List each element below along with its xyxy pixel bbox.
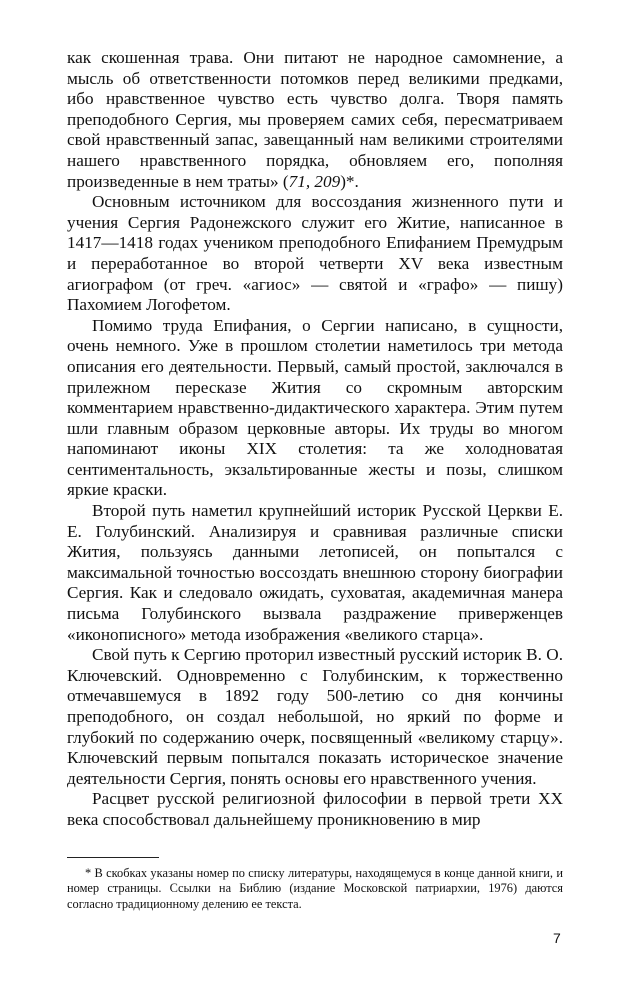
- page: [67, 48, 563, 912]
- paragraph-4: Второй путь наметил крупнейший историк Русской Церкви Е. Е. Голубинский. Анализируя и сравнивая различные списки Жития, пользуясь данными летописей, он попытался с максимальной точностью воссоздать внешнюю сторону биографии Сергия. Как и следовало ожидать, суховатая, академичная манера письма Голубинского вызвала раздражение приверженцев «иконописного» метода изображения «великого старца».: [67, 501, 563, 644]
- footnote-marker: )*.: [340, 171, 359, 191]
- paragraph-5: Свой путь к Сергию проторил известный русский историк В. О. Ключевский. Одновременно с Голубинским, к торжественно отмечавшемуся в 1892 году 500-летию со дня кончины преподобного, он создал небольшой, но яркий по форме и глубокий по содержанию очерк, посвященный «великому старцу». Ключевский первым попытался показать историческое значение деятельности Сергия, понять основы его нравственного учения.: [67, 645, 563, 788]
- paragraph-1-text: как скошенная трава. Они питают не народное самомнение, а мысль об ответственности потомков перед великими предками, ибо нравственное чувство есть чувство долга. Творя память преподобного Сергия, мы проверяем самих себя, пересматриваем свой нравственный запас, завещанный нам великими строителями нашего нравственного порядка, обновляем его, пополняя произведенные в нем траты» (: [67, 48, 563, 191]
- footnote: * В скобках указаны номер по списку литературы, находящемуся в конце данной книги, и номер страницы. Ссылки на Библию (издание Московской патриархии, 1976) даются согласно традиционному делению ее текста.: [67, 865, 563, 911]
- footnote-divider: [67, 857, 159, 858]
- paragraph-1: [67, 48, 563, 192]
- page-number: 7: [553, 930, 561, 946]
- citation-reference: 71, 209: [288, 171, 341, 191]
- paragraph-2: Основным источником для воссоздания жизненного пути и учения Сергия Радонежского служит его Житие, написанное в 1417—1418 годах учеником преподобного Епифанием Премудрым и переработанное во второй четверти XV века известным агиографом (от греч. «агиос» — святой и «графо» — пишу) Пахомием Логофетом.: [67, 192, 563, 315]
- paragraph-6: Расцвет русской религиозной философии в первой трети XX века способствовал дальнейшему проникновению в мир: [67, 789, 563, 829]
- paragraph-3: Помимо труда Епифания, о Сергии написано, в сущности, очень немного. Уже в прошлом столетии наметилось три метода описания его деятельности. Первый, самый простой, заключался в прилежном пересказе Жития со скромным авторским комментарием нравственно-дидактического характера. Этим путем шли главным образом церковные авторы. Их труды во многом напоминают иконы XIX столетия: та же холодноватая сентиментальность, экзальтированные жесты и позы, слишком яркие краски.: [67, 315, 563, 500]
- body-text: [67, 48, 563, 831]
